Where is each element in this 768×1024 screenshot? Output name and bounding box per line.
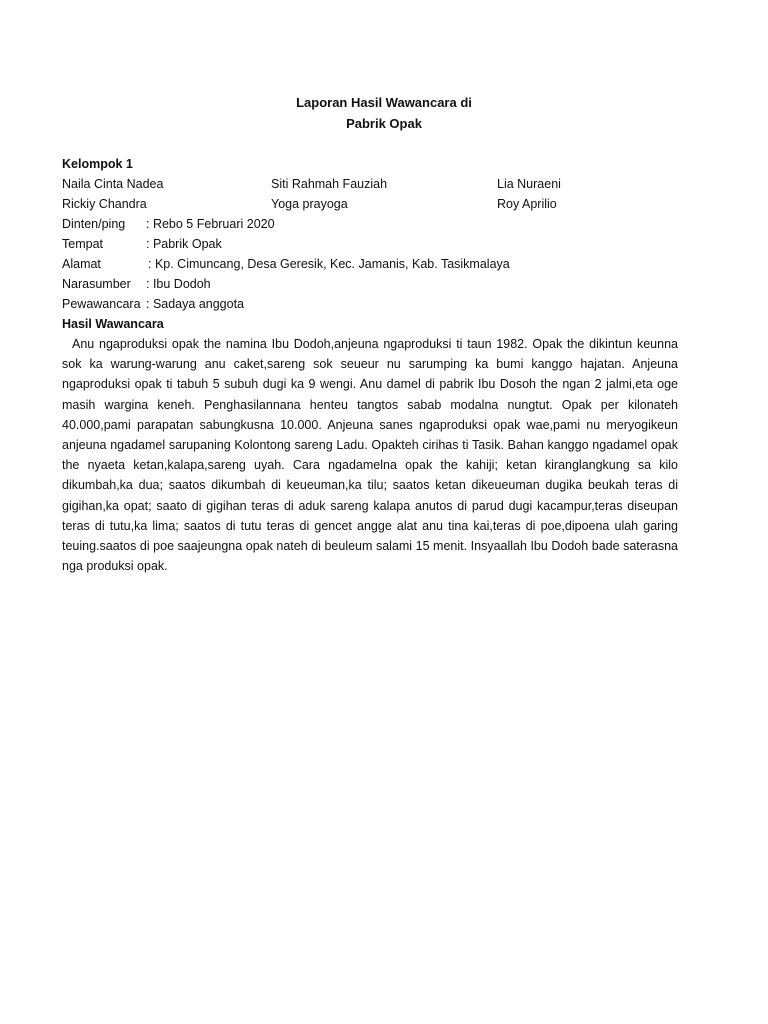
results-heading: Hasil Wawancara [62,317,164,331]
member-name: Lia Nuraeni [497,177,561,191]
group-heading: Kelompok 1 [62,157,133,171]
member-name: Naila Cinta Nadea [62,177,164,191]
info-label-date: Dinten/ping [62,217,126,231]
member-name: Rickiy Chandra [62,197,147,211]
info-label-place: Tempat [62,237,103,251]
document-title-line-2: Pabrik Opak [346,116,422,131]
info-value-date: : Rebo 5 Februari 2020 [146,217,275,231]
info-label-interviewer: Pewawancara [62,297,141,311]
info-value-place: : Pabrik Opak [146,237,222,251]
info-value-address: : Kp. Cimuncang, Desa Geresik, Kec. Jamanis, Kab. Tasikmalaya [148,257,510,271]
member-name: Yoga prayoga [271,197,348,211]
results-paragraph: Anu ngaproduksi opak the namina Ibu Dodoh,anjeuna ngaproduksi ti taun 1982. Opak the dikintun keunna sok ka warung-warung anu caket,sareng sok seueur nu sarumping ka bumi kanggo hajatan. Anjeuna ngaproduksi opak ti tabuh 5 subuh dugi ka 9 wengi. Anu damel di pabrik Ibu Dosoh the ngan 2 jalmi,eta oge masih wargina keneh. Penghasilannana henteu tangtos sabab modalna nungtut. Opak per kilonateh 40.000,pami parapatan sabungkusna 10.000. Anjeuna sanes ngaproduksi opak wae,pami nu meryogikeun anjeuna ngadamel sarupaning Kolontong sareng Ladu. Opakteh cirihas ti Tasik. Bahan kanggo ngadamel opak the nyaeta ketan,kalapa,sareng uyah. Cara ngadamelna opak the kahiji; ketan kiranglangkung sa kilo dikumbah,ka dua; saatos dikumbah di keueuman,ka tilu; saatos ketan dikeueuman dugika beukah teras di gigihan,ka opat; saato di gigihan teras di aduk sareng kalapa anutos di parud dugi kacampur,teras diseupan teras di tutu,ka lima; saatos di tutu teras di gencet angge alat anu tina kai,teras di poe,dipoena ulah garing teuing.saatos di poe saajeungna opak nateh di beuleum salami 15 menit. Insyaallah Ibu Dodoh bade saterasna nga produksi opak. [62,337,678,574]
info-label-address: Alamat [62,257,101,271]
info-value-source: : Ibu Dodoh [146,277,211,291]
info-value-interviewer: : Sadaya anggota [146,297,244,311]
member-name: Siti Rahmah Fauziah [271,177,388,191]
member-name: Roy Aprilio [497,197,557,211]
document-title-line-1: Laporan Hasil Wawancara di [296,95,472,110]
info-label-source: Narasumber [62,277,131,291]
